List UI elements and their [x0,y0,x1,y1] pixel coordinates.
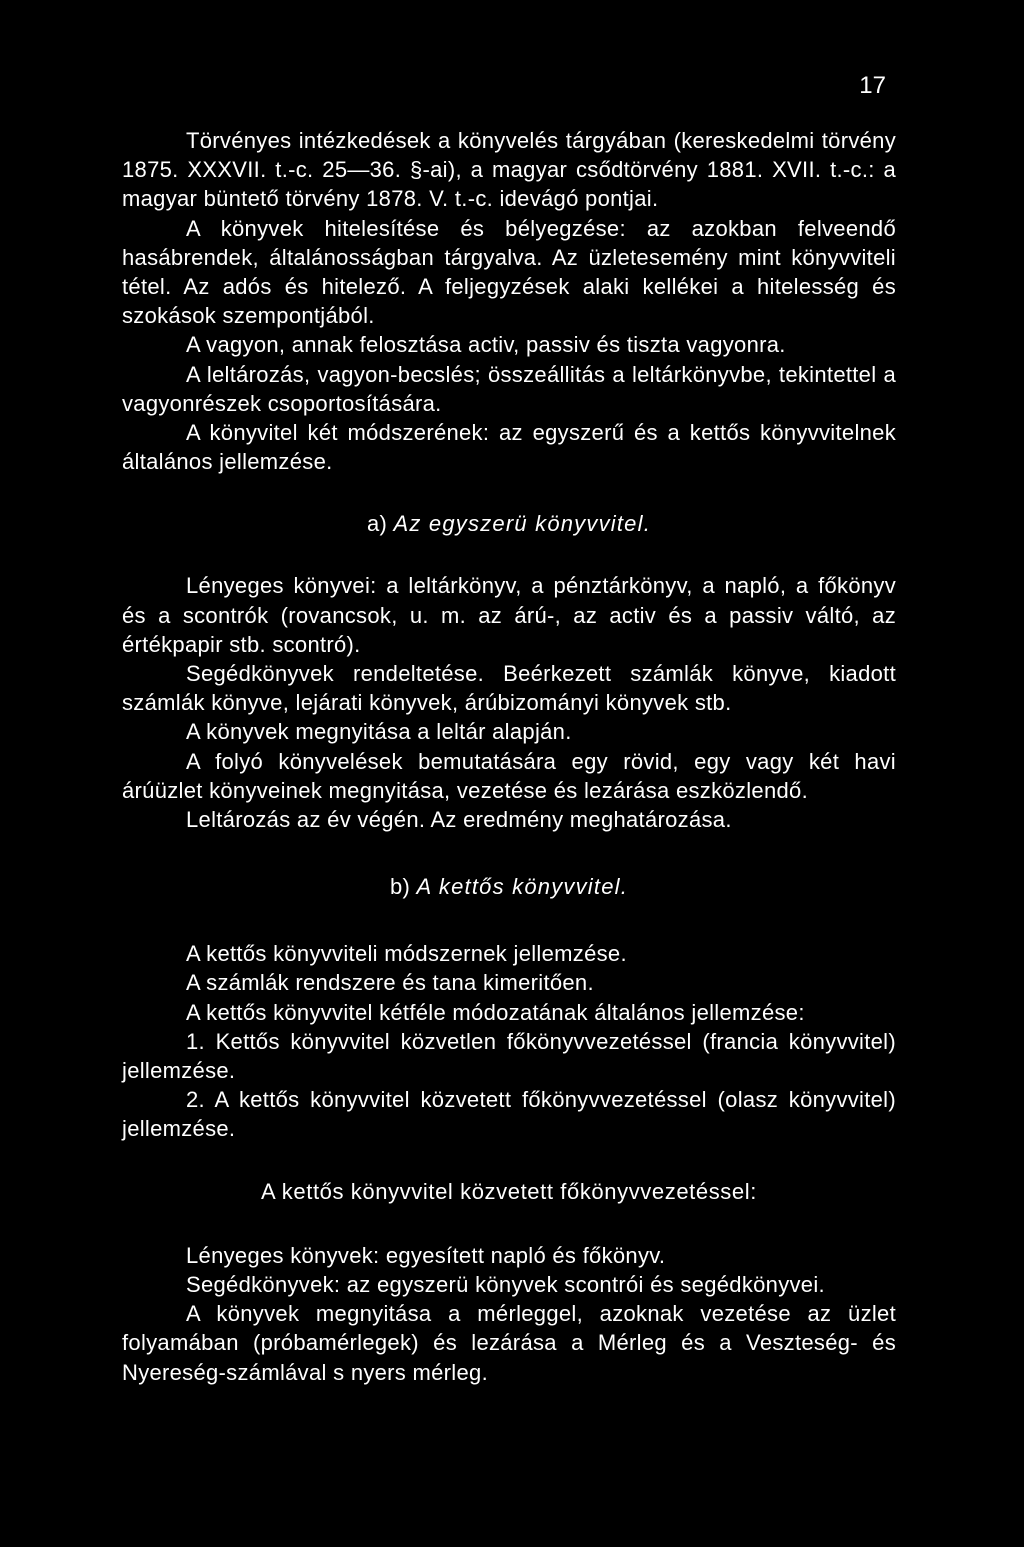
section-a-heading [122,509,896,539]
section-c-heading: A kettős könyvvitel közvetett főkönyvvezetéssel: [261,1178,757,1204]
paragraph-c-auxiliary-books: Segédkönyvek: az egyszerü könyvek scontrói és segédkönyvei. [186,1271,825,1297]
paragraph-book-authentication: A könyvek hitelesítése és bélyegzése: az azokban felveendő hasábrendek, általánosságban tárgyalva. Az üzletesemény mint könyvviteli tétel. Az adós és hitelező. A feljegyzések alaki kellékei a hitelesség és szokások szempontjából. [122,215,896,329]
paragraph-a-current-entries: A folyó könyvelések bemutatására egy rövid, egy vagy két havi árúüzlet könyveinek megnyitása, vezetése és lezárása eszközlendő. [122,748,896,803]
paragraph-b-two-modes: A kettős könyvvitel kétféle módozatának általános jellemzése: [186,999,805,1025]
paragraph-assets: A vagyon, annak felosztása activ, passiv és tiszta vagyonra. [186,332,786,358]
section-b-heading [122,872,896,902]
section-a-letter: a) [366,511,388,537]
paragraph-b-italian: 2. A kettős könyvvitel közvetett főkönyvvezetéssel (olasz könyvvitel) jellemzése. [122,1087,896,1142]
page-content [122,126,896,1387]
paragraph-inventory: A leltározás, vagyon-becslés; összeállitás a leltárkönyvbe, tekintettel a vagyonrészek csoportosítására. [122,361,896,416]
section-b-title: A kettős könyvvitel. [416,874,629,900]
paragraph-c-main-books: Lényeges könyvek: egyesített napló és főkönyv. [186,1242,666,1268]
page-number: 17 [859,72,886,99]
paragraph-b-method: A kettős könyvviteli módszernek jellemzése. [186,941,627,967]
paragraph-a-year-end: Leltározás az év végén. Az eredmény meghatározása. [186,807,732,833]
paragraph-a-auxiliary-books: Segédkönyvek rendeltetése. Beérkezett számlák könyve, kiadott számlák könyve, lejárati könyvek, árúbizományi könyvek stb. [122,661,896,716]
paragraph-c-opening: A könyvek megnyitása a mérleggel, azoknak vezetése az üzlet folyamában (próbamérlegek) és lezárása a Mérleg és a Veszteség- és Nyereség-számlával s nyers mérleg. [122,1301,896,1385]
paragraph-legal-measures: Törvényes intézkedések a könyvelés tárgyában (kereskedelmi törvény 1875. XXXVII. t.-c. 25—36. §-ai), a magyar csődtörvény 1881. XVII. t.-c.: a magyar büntető törvény 1878. V. t.-c. idevágó pontjai. [122,128,896,212]
paragraph-a-main-books: Lényeges könyvei: a leltárkönyv, a pénztárkönyv, a napló, a főkönyv és a scontrók (rovancsok, u. m. az árú-, az activ és a passiv váltó, az értékpapir stb. scontró). [122,573,896,657]
paragraph-a-opening: A könyvek megnyitása a leltár alapján. [186,719,572,745]
section-a-title: Az egyszerü könyvvitel. [393,511,652,537]
section-b-letter: b) [389,874,411,900]
paragraph-b-french: 1. Kettős könyvvitel közvetlen főkönyvvezetéssel (francia könyvvitel) jellemzése. [122,1028,896,1084]
paragraph-two-methods: A könyvitel két módszerének: az egyszerű és a kettős könyvvitelnek általános jellemzése. [122,420,896,475]
paragraph-b-accounts: A számlák rendszere és tana kimeritően. [186,970,594,996]
